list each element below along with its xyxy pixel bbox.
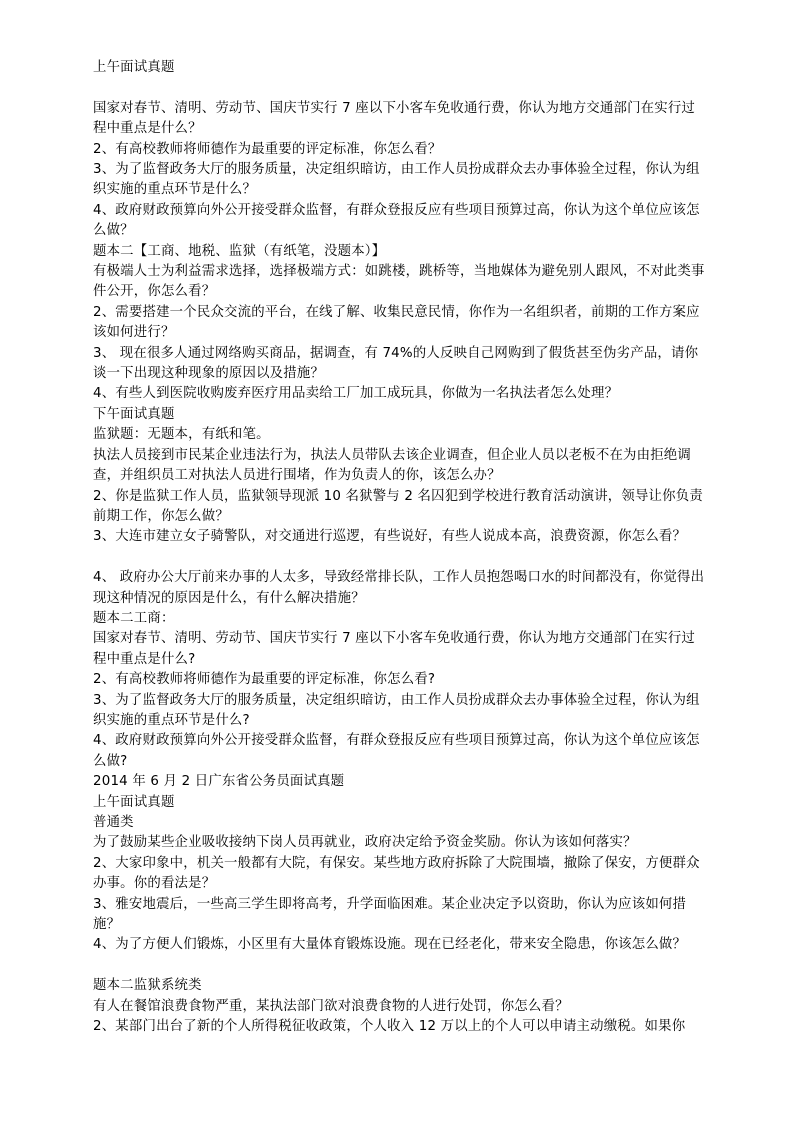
- question-3: 3、为了监督政务大厅的服务质量，决定组织暗访，由工作人员扮成群众去办事体验全过程，你认为组织实施的重点环节是什么?: [93, 692, 700, 728]
- heading-morning-exam: 上午面试真题: [93, 794, 175, 810]
- blank-line: [93, 548, 705, 568]
- heading-morning-exam: 上午面试真题: [93, 60, 175, 75]
- question-3: 3、大连市建立女子骑警队，对交通进行巡逻，有些说好，有些人说成本高，浪费资源，你怎么看？: [93, 529, 687, 545]
- heading-afternoon-exam: 下午面试真题: [93, 406, 175, 422]
- question-2: 2、有高校教师将师德作为最重要的评定标准，你怎么看?: [93, 672, 436, 688]
- section-heading-prison-system: 题本二监狱系统类: [93, 978, 202, 994]
- heading-guangdong-2014: 2014 年 6 月 2 日广东省公务员面试真题: [93, 774, 345, 790]
- question-1: 有人在餐馆浪费食物严重，某执法部门欲对浪费食物的人进行处罚，你怎么看？: [93, 998, 569, 1014]
- question-1: 国家对春节、清明、劳动节、国庆节实行 7 座以下小客车免收通行费，你认为地方交通部门在实行过程中重点是什么?: [93, 631, 696, 667]
- question-3: 3、 现在很多人通过网络购买商品，据调查，有 74%的人反映自己网购到了假货甚至伪劣产品，请你谈一下出现这种现象的原因以及措施？: [93, 345, 699, 382]
- section-heading-prison: 监狱题：无题本，有纸和笔。: [93, 427, 270, 443]
- section-heading-commerce: 题本二工商：: [93, 610, 175, 626]
- question-4: 4、有些人到医院收购废弃医疗用品卖给工厂加工成玩具，你做为一名执法者怎么处理？: [93, 386, 619, 402]
- section-heading-general: 普通类: [93, 815, 134, 830]
- question-4: 4、政府财政预算向外公开接受群众监督，有群众登报反应有些项目预算过高，你认为这个单位应该怎么做?: [93, 733, 700, 769]
- blank-line: [93, 956, 705, 976]
- question-1: 国家对春节、清明、劳动节、国庆节实行 7 座以下小客车免收通行费，你认为地方交通部门在实行过程中重点是什么？: [93, 100, 696, 137]
- question-3: 3、雅安地震后，一些高三学生即将高考，升学面临困难。某企业决定予以资助，你认为应该如何措施？: [93, 896, 687, 933]
- question-2: 2、需要搭建一个民众交流的平台，在线了解、收集民意民情，你作为一名组织者，前期的工作方案应该如何进行？: [93, 304, 700, 341]
- question-2: 2、某部门出台了新的个人所得税征收政策，个人收入 12 万以上的个人可以申请主动缴税。如果你: [93, 1019, 686, 1035]
- question-4: 4、 政府办公大厅前来办事的人太多，导致经常排长队，工作人员抱怨喝口水的时间都没有，你觉得出现这种情况的原因是什么，有什么解决措施？: [93, 570, 705, 606]
- question-1: 有极端人士为利益需求选择，选择极端方式：如跳楼，跳桥等，当地媒体为避免别人跟风，不对此类事件公开，你怎么看？: [93, 264, 705, 300]
- question-4: 4、政府财政预算向外公开接受群众监督，有群众登报反应有些项目预算过高，你认为这个单位应该怎么做？: [93, 202, 700, 239]
- question-1: 为了鼓励某些企业吸收接纳下岗人员再就业，政府决定给予资金奖励。你认为该如何落实？: [93, 835, 637, 851]
- question-3: 3、为了监督政务大厅的服务质量，决定组织暗访，由工作人员扮成群众去办事体验全过程，你认为组织实施的重点环节是什么？: [93, 162, 700, 198]
- section-heading-booklet-2: 题本二【工商、地税、监狱（有纸笔，没题本）】: [93, 243, 386, 259]
- question-2: 2、大家印象中，机关一般都有大院，有保安。某些地方政府拆除了大院围墙，撤除了保安，方便群众办事。你的看法是？: [93, 855, 700, 892]
- blank-line: [93, 78, 705, 98]
- document-page: [93, 58, 705, 1037]
- question-1: 执法人员接到市民某企业违法行为，执法人员带队去该企业调查，但企业人员以老板不在为由拒绝调查，并组织员工对执法人员进行围堵，作为负责人的你，该怎么办？: [93, 447, 691, 484]
- question-2: 2、有高校教师将师德作为最重要的评定标准，你怎么看？: [93, 141, 442, 157]
- question-2: 2、你是监狱工作人员，监狱领导现派 10 名狱警与 2 名囚犯到学校进行教育活动演讲，领导让你负责前期工作，你怎么做？: [93, 488, 703, 524]
- question-4: 4、为了方便人们锻炼，小区里有大量体育锻炼设施。现在已经老化，带来安全隐患，你该怎么做？: [93, 937, 687, 953]
